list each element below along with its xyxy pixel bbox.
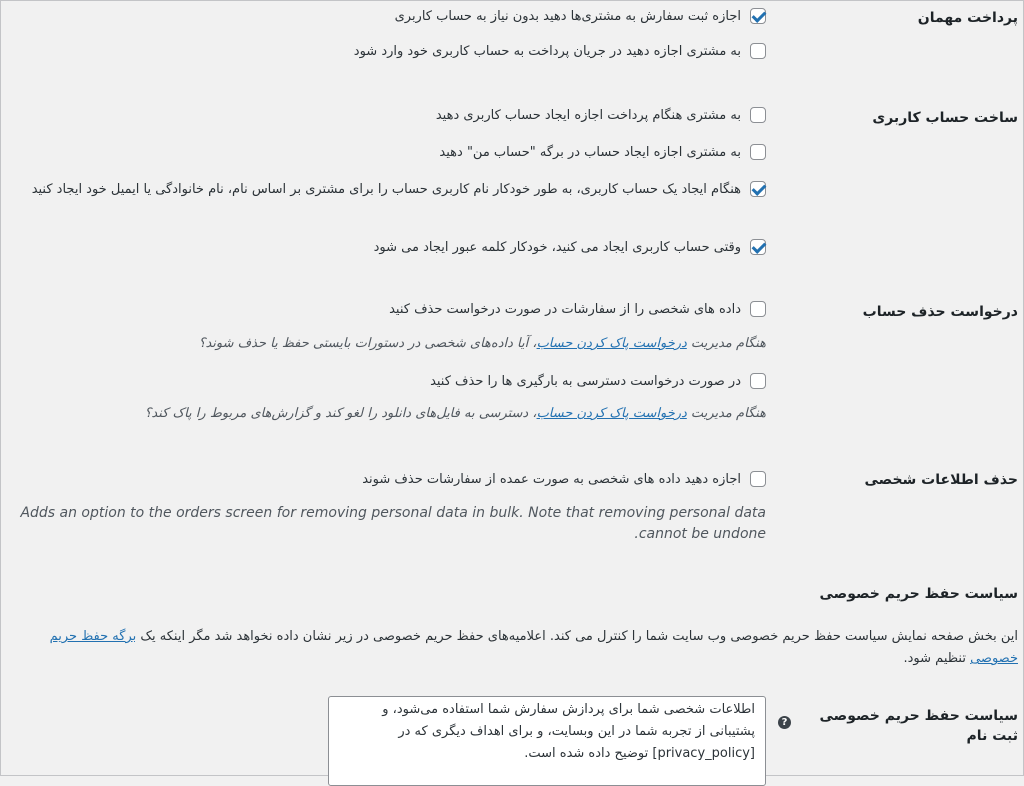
intro-text: این بخش صفحه نمایش سیاست حفظ حریم خصوصی وب سایت شما را کنترل می کند. اعلامیه‌های حفظ حریم خصوصی در زیر نشان داده نخواهد شد مگر اینکه یک [136,629,1018,644]
bulk-removal-description: Adds an option to the orders screen for removing personal data in bulk. Note that removing personal data cannot be undone. [20,505,766,542]
help-icon[interactable]: ? [778,716,791,729]
guest-checkout-option-login[interactable] [6,40,766,64]
account-erasure-heading: درخواست حذف حساب [862,304,1018,320]
description-text: ، آیا داده‌های شخصی در دستورات بایستی حفظ یا حذف شوند؟ [198,336,537,351]
account-creation-heading: ساخت حساب کاربری [872,110,1018,126]
account-creation-option-auto-password[interactable] [6,236,766,260]
account-creation-option-checkout[interactable] [6,104,766,128]
option-label: به مشتری هنگام پرداخت اجازه ایجاد حساب کاربری دهید [435,108,741,123]
option-label: به مشتری اجازه ایجاد حساب در برگه "حساب من" دهید [439,145,741,160]
guest-checkout-option-enable[interactable] [6,5,766,29]
option-label: داده های شخصی را از سفارشات در صورت درخواست حذف کنید [389,302,741,317]
description-text: ، دسترسی به فایل‌های دانلود را لغو کند و گزارش‌های مربوط را پاک کند؟ [144,406,537,421]
description-text: هنگام مدیریت [686,406,766,421]
erasure-request-link[interactable]: درخواست پاک کردن حساب [536,406,687,421]
privacy-page-link[interactable]: برگه حفظ حریم خصوصی [49,629,1018,666]
checkbox-erase-downloads[interactable] [750,373,766,389]
checkbox-erase-order-data[interactable] [750,301,766,317]
option-label: در صورت درخواست دسترسی به بارگیری ها را حذف کنید [430,374,741,389]
checkbox-login-during-checkout[interactable] [750,43,766,59]
option-label: وقتی حساب کاربری ایجاد می کنید، خودکار کلمه عبور ایجاد می شود [373,240,741,255]
option-label: هنگام ایجاد یک حساب کاربری، به طور خودکار نام کاربری حساب را برای مشتری بر اساس نام، نام خانوادگی یا ایمیل خود ایجاد کنید [31,182,741,197]
erasure-option-downloads[interactable] [6,370,766,394]
intro-text: تنظیم شود. [903,651,971,666]
registration-privacy-label: سیاست حفظ حریم خصوصی ثبت نام [819,708,1018,744]
option-label: اجازه دهید داده های شخصی به صورت عمده از سفارشات حذف شوند [362,472,741,487]
erasure-downloads-description [6,404,766,424]
account-creation-option-auto-username[interactable] [6,178,766,202]
erasure-orders-description [6,334,766,354]
checkbox-create-on-checkout[interactable] [750,107,766,123]
privacy-policy-intro [6,626,1018,670]
erasure-option-orders[interactable] [6,298,766,322]
personal-data-removal-heading: حذف اطلاعات شخصی [864,472,1018,488]
account-creation-option-myaccount[interactable] [6,141,766,165]
guest-checkout-heading: پرداخت مهمان [917,10,1018,26]
erasure-request-link[interactable]: درخواست پاک کردن حساب [536,336,687,351]
checkbox-auto-username[interactable] [750,181,766,197]
checkbox-auto-password[interactable] [750,239,766,255]
option-label: اجازه ثبت سفارش به مشتری‌ها دهید بدون نیاز به حساب کاربری [394,9,741,24]
checkbox-bulk-remove-personal-data[interactable] [750,471,766,487]
checkbox-create-on-myaccount[interactable] [750,144,766,160]
option-label: به مشتری اجازه دهید در جریان پرداخت به حساب کاربری خود وارد شود [353,44,741,59]
registration-privacy-textarea[interactable]: اطلاعات شخصی شما برای پردازش سفارش شما استفاده می‌شود، و پشتیبانی از تجربه شما در این وبسایت، و برای اهداف دیگری که در [privacy_policy] توضیح داده شده است. [328,696,766,786]
bulk-removal-option[interactable] [6,468,766,492]
privacy-policy-section-title: سیاست حفظ حریم خصوصی [819,586,1018,602]
description-text: هنگام مدیریت [686,336,766,351]
checkbox-guest-checkout-enable[interactable] [750,8,766,24]
